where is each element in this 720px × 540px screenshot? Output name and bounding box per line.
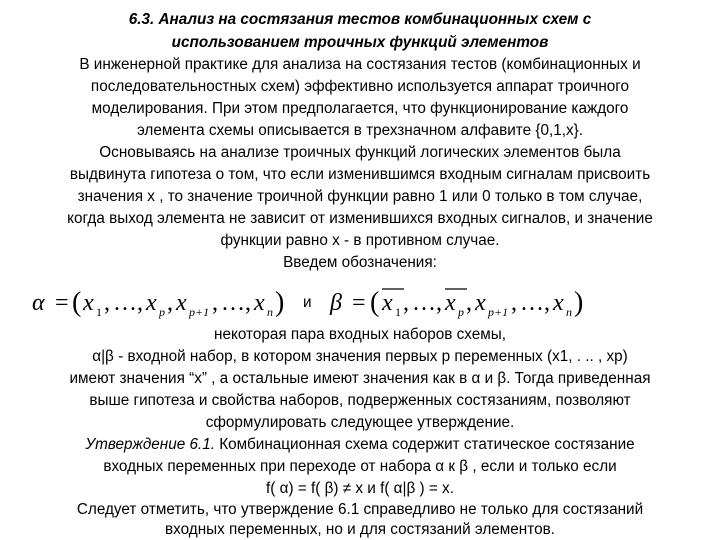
beta-symbol: β: [330, 290, 342, 316]
paragraph-4-line-1: Следует отметить, что утверждение 6.1 справедливо не только для состязаний: [76, 501, 644, 518]
paragraph-2-line-2: выдвинута гипотеза о том, что если изменившимся входным сигналам присвоить: [69, 166, 651, 183]
paragraph-3-line-1: некоторая пара входных наборов схемы,: [214, 326, 506, 343]
alpha-symbol: α: [32, 290, 45, 316]
x-var: x: [445, 290, 456, 316]
subscript: 1: [395, 305, 401, 319]
x-var: x: [146, 290, 157, 316]
subscript: 1: [96, 305, 102, 319]
ellipsis: …: [113, 290, 137, 316]
paragraph-3-line-4: выше гипотеза и свойства наборов, подверженных состязаниям, позволяют: [89, 392, 631, 409]
comma: ,: [245, 290, 251, 316]
paragraph-1-line-3: моделирования. При этом предполагается, что функционирование каждого: [91, 100, 629, 117]
statement-text: Комбинационная схема содержит статическое состязание: [215, 436, 635, 453]
equals-sign: =: [55, 290, 69, 316]
conjunction-and: и: [303, 294, 312, 311]
paragraph-1-line-4: элемента схемы описывается в трехзначном алфавите {0,1,x}.: [136, 122, 584, 139]
close-paren: ): [574, 287, 584, 318]
paragraph-2-line-4: когда выход элемента не зависит от изменившихся входных сигналов, и значение: [67, 210, 653, 227]
paragraph-3-line-3: имеют значения “x” , а остальные имеют значения как в α и β. Тогда приведенная: [69, 370, 651, 387]
comma: ,: [511, 290, 517, 316]
statement-line-3: f( α) = f( β) ≠ x и f( α|β ) = x.: [266, 480, 454, 497]
comma: ,: [466, 290, 472, 316]
x-var: x: [475, 290, 486, 316]
open-paren: (: [72, 287, 82, 318]
comma: ,: [104, 290, 110, 316]
subscript: p+1: [189, 305, 210, 319]
x-var: x: [83, 290, 94, 316]
equals-sign: =: [352, 290, 366, 316]
section-title-line-2: использованием троичных функций элементов: [171, 34, 549, 51]
paragraph-1-line-2: последовательностных схем) эффективно используется аппарат троичного: [90, 78, 630, 95]
statement-label: Утверждение 6.1.: [85, 436, 216, 453]
open-paren: (: [370, 287, 380, 318]
subscript: n: [566, 305, 572, 319]
x-var: x: [176, 290, 187, 316]
ellipsis: …: [412, 290, 436, 316]
ellipsis: …: [520, 290, 544, 316]
x-var: x: [382, 290, 393, 316]
comma: ,: [137, 290, 143, 316]
paragraph-2-line-1: Основываясь на анализе троичных функций логических элементов была: [99, 144, 621, 161]
paragraph-4-line-2: входных переменных, но и для состязаний элементов.: [165, 521, 555, 538]
paragraph-2-line-5: функции равно x - в противном случае.: [220, 232, 500, 249]
close-paren: ): [275, 287, 285, 318]
paragraph-3-line-5: сформулировать следующее утверждение.: [205, 414, 515, 431]
subscript: p: [458, 305, 464, 319]
x-var: x: [254, 290, 265, 316]
paragraph-2-line-6: Введем обозначения:: [283, 254, 437, 271]
subscript: p: [159, 305, 165, 319]
comma: ,: [212, 290, 218, 316]
statement-line-1: [0, 435, 720, 455]
formula-alpha-beta: [0, 283, 720, 327]
paragraph-1-line-1: В инженерной практике для анализа на состязания тестов (комбинационных и: [79, 56, 641, 73]
subscript: p+1: [488, 305, 509, 319]
comma: ,: [544, 290, 550, 316]
comma: ,: [403, 290, 409, 316]
x-var: x: [553, 290, 564, 316]
paragraph-3-line-2: α|β - входной набор, в котором значения первых p переменных (x1, . .. , xp): [92, 348, 628, 365]
comma: ,: [167, 290, 173, 316]
subscript: n: [267, 305, 273, 319]
section-title-line-1: 6.3. Анализ на состязания тестов комбинационных схем с: [128, 11, 592, 28]
paragraph-2-line-3: значения x , то значение троичной функции равно 1 или 0 только в том случае,: [77, 188, 643, 205]
ellipsis: …: [221, 290, 245, 316]
comma: ,: [436, 290, 442, 316]
statement-line-2: входных переменных при переходе от набора α к β , если и только если: [103, 458, 617, 475]
